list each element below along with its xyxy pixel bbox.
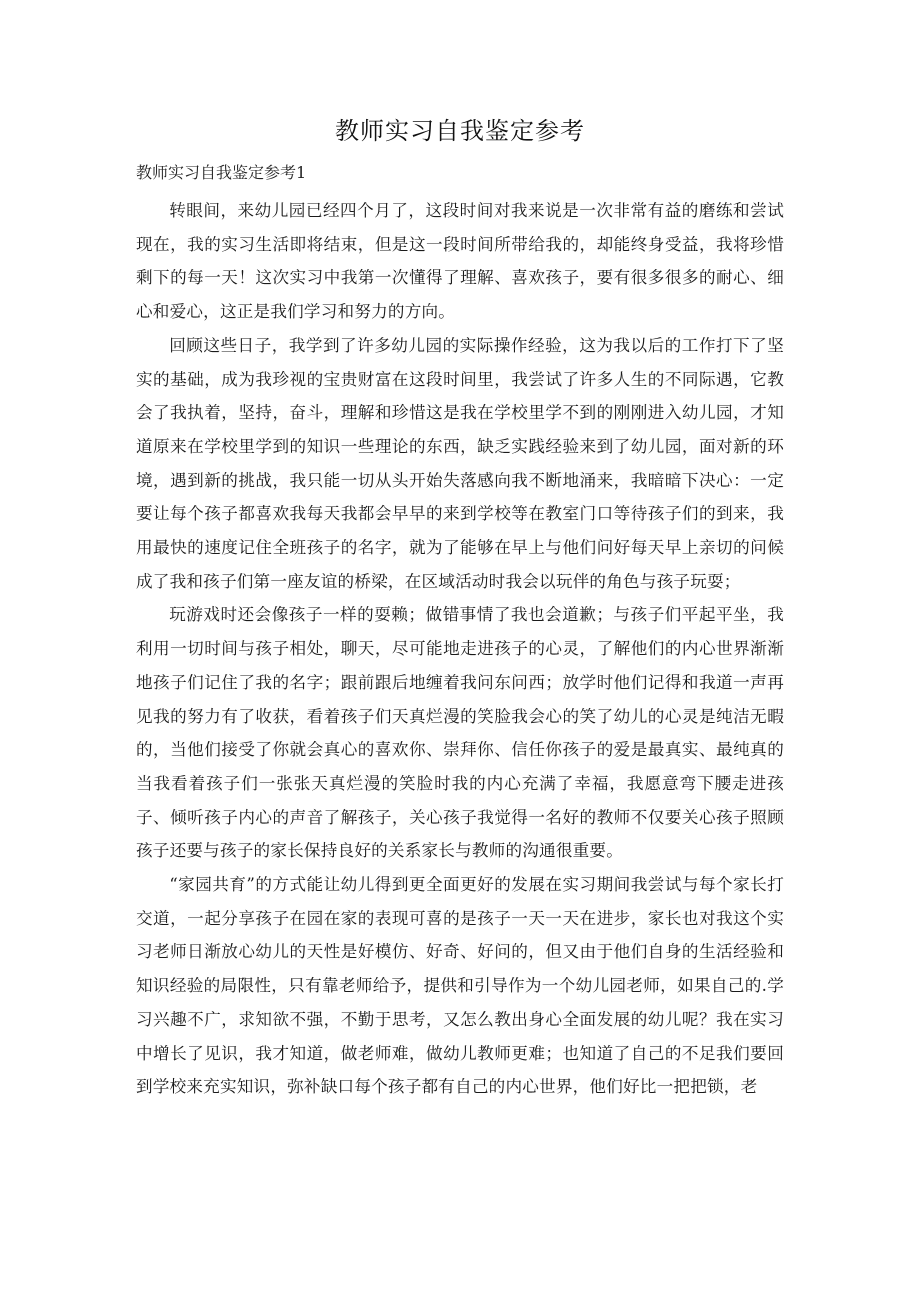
paragraph-4: “家园共育”的方式能让幼儿得到更全面更好的发展在实习期间我尝试与每个家长打交道，一起分享孩子在园在家的表现可喜的是孩子一天一天在进步，家长也对我这个实习老师日渐放心幼儿的天性是好模仿、好奇、好问的，但又由于他们自身的生活经验和知识经验的局限性，只有靠老师给予，提供和引导作为一个幼儿园老师，如果自己的.学习兴趣不广，求知欲不强，不勤于思考，又怎么教出身心全面发展的幼儿呢？我在实习中增长了见识，我才知道，做老师难，做幼儿教师更难；也知道了自己的不足我们要回到学校来充实知识，弥补缺口每个孩子都有自己的内心世界，他们好比一把把锁，老 [136, 875, 784, 1097]
document-subtitle: 教师实习自我鉴定参考1 [136, 163, 307, 182]
paragraph-2: 回顾这些日子，我学到了许多幼儿园的实际操作经验，这为我以后的工作打下了坚实的基础，成为我珍视的宝贵财富在这段时间里，我尝试了许多人生的不同际遇，它教会了我执着，坚持，奋斗，理解和珍惜这是我在学校里学不到的刚刚进入幼儿园，才知道原来在学校里学到的知识一些理论的东西，缺乏实践经验来到了幼儿园，面对新的环境，遇到新的挑战，我只能一切从头开始失落感向我不断地涌来，我暗暗下决心：一定要让每个孩子都喜欢我每天我都会早早的来到学校等在教室门口等待孩子们的到来，我用最快的速度记住全班孩子的名字，就为了能够在早上与他们问好每天早上亲切的问候成了我和孩子们第一座友谊的桥梁，在区域活动时我会以玩伴的角色与孩子玩耍； [136, 335, 784, 591]
paragraph-3: 玩游戏时还会像孩子一样的耍赖；做错事情了我也会道歉；与孩子们平起平坐，我利用一切时间与孩子相处，聊天，尽可能地走进孩子的心灵，了解他们的内心世界渐渐地孩子们记住了我的名字；跟前跟后地缠着我问东问西；放学时他们记得和我道一声再见我的努力有了收获，看着孩子们天真烂漫的笑脸我会心的笑了幼儿的心灵是纯洁无暇的，当他们接受了你就会真心的喜欢你、崇拜你、信任你孩子的爱是最真实、最纯真的当我看着孩子们一张张天真烂漫的笑脸时我的内心充满了幸福，我愿意弯下腰走进孩子、倾听孩子内心的声音了解孩子，关心孩子我觉得一名好的教师不仅要关心孩子照顾孩子还要与孩子的家长保持良好的关系家长与教师的沟通很重要。 [136, 605, 784, 861]
document-body [136, 194, 784, 1104]
document-title: 教师实习自我鉴定参考 [335, 117, 585, 145]
paragraph-1: 转眼间，来幼儿园已经四个月了，这段时间对我来说是一次非常有益的磨练和尝试现在，我的实习生活即将结束，但是这一段时间所带给我的，却能终身受益，我将珍惜剩下的每一天！这次实习中我第一次懂得了理解、喜欢孩子，要有很多很多的耐心、细心和爱心，这正是我们学习和努力的方向。 [136, 201, 784, 322]
